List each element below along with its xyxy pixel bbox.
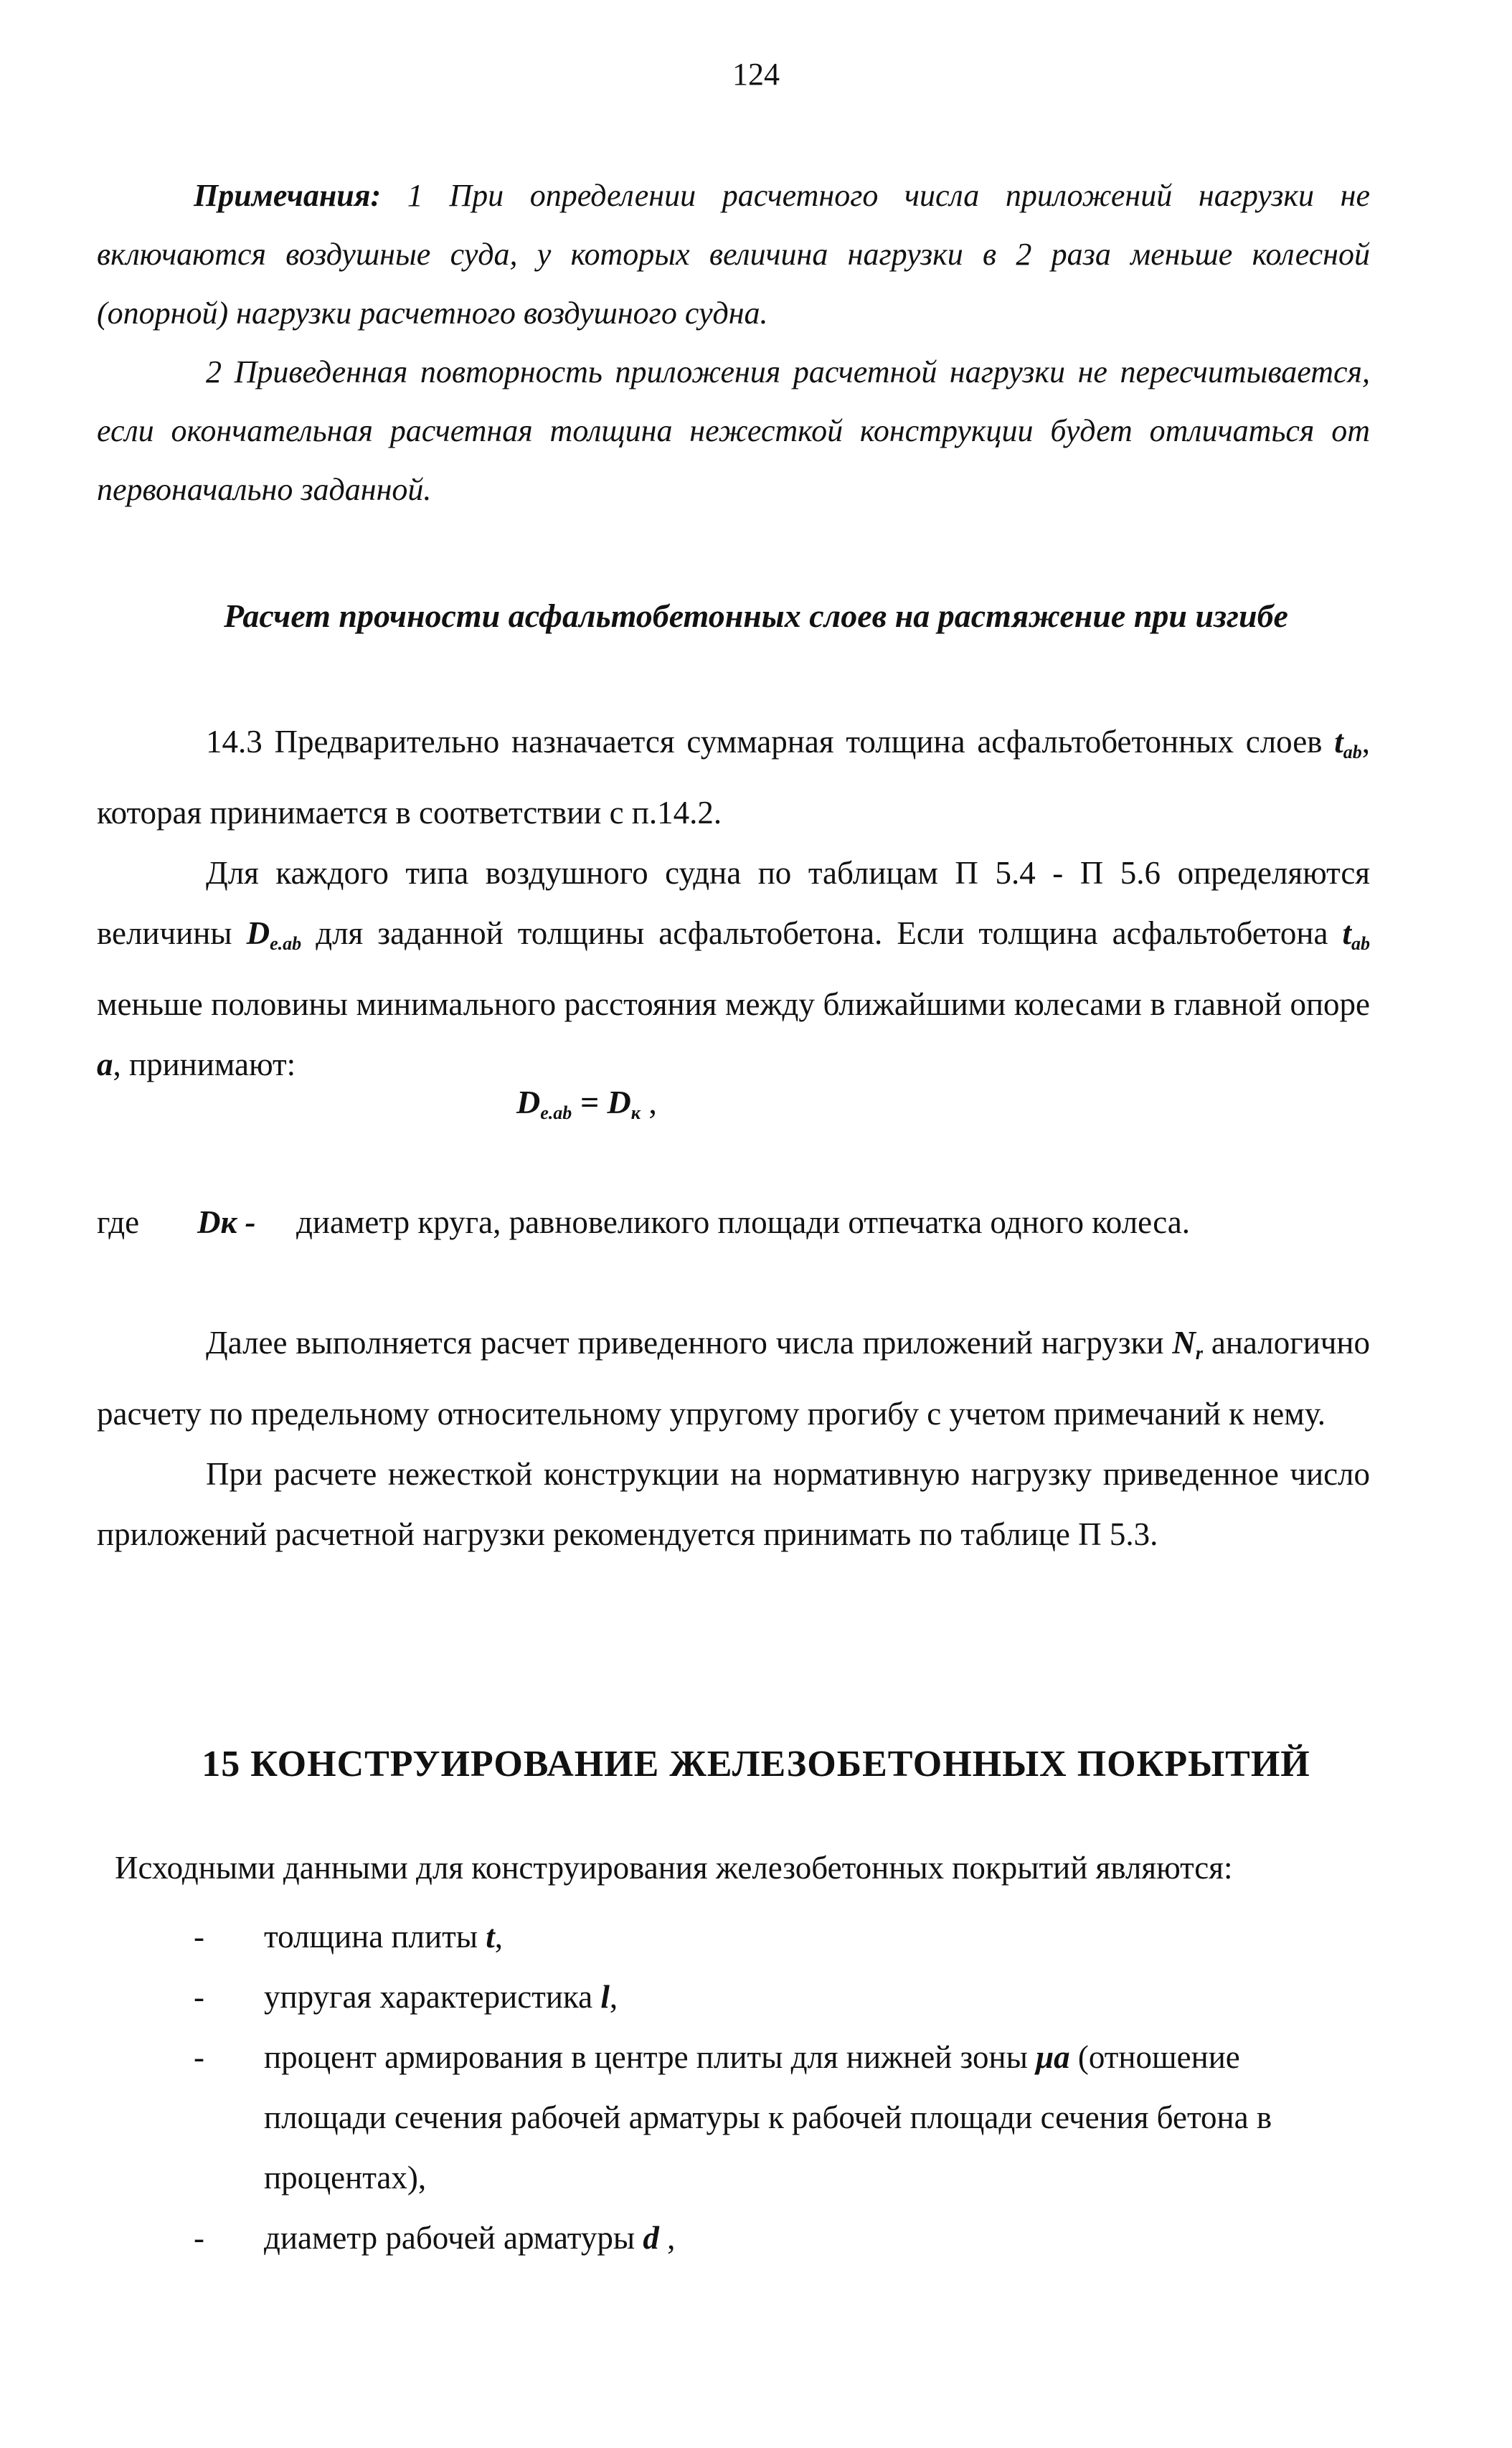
var-t-ab: $t_{ab}$: [1334, 724, 1362, 762]
var-a: a: [97, 1046, 113, 1082]
var-t-ab-2: $t_{ab}$: [1342, 915, 1370, 954]
list-item: - процент армирования в центре плиты для нижней зоны μа (отношение площади сечения рабочей арматуры к рабочей площади сечения бетона в процентах),: [194, 2039, 1272, 2196]
var-d-e-ab: $D_{e.ab}$: [246, 915, 302, 954]
list-item: - толщина плиты t,: [194, 1919, 504, 1955]
var-n-r: $N_r$: [1172, 1325, 1203, 1364]
page-number: 124: [732, 57, 780, 92]
section-title: 15 КОНСТРУИРОВАНИЕ ЖЕЛЕЗОБЕТОННЫХ ПОКРЫТИЙ: [202, 1744, 1310, 1785]
formula: $D_{e.ab} = D_к$ ,: [516, 1084, 657, 1123]
where-word: где: [97, 1204, 140, 1240]
paragraph-14-3: 14.3 Предварительно назначается суммарная толщина асфальтобетонных слоев $t_{ab}$, которая принимается в соответствии с п.14.2.: [97, 724, 1370, 831]
input-data-list: [194, 1906, 1370, 2268]
paragraph-normative-load: При расчете нежесткой конструкции на нормативную нагрузку приведенное число приложений расчетной нагрузки рекомендуется принимать по таблице П 5.3.: [97, 1456, 1370, 1552]
note-2: 2 Приведенная повторность приложения расчетной нагрузки не пересчитывается, если окончательная расчетная толщина нежесткой конструкции будет отличаться от первоначально заданной.: [97, 354, 1370, 507]
subsection-heading: Расчет прочности асфальтобетонных слоев на растяжение при изгибе: [224, 597, 1288, 634]
note-1: [97, 166, 1370, 343]
notes-block: [97, 166, 1370, 519]
where-text: диаметр круга, равновеликого площади отпечатка одного колеса.: [296, 1204, 1190, 1240]
list-item: - упругая характеристика l,: [194, 1979, 618, 2015]
where-symbol: Dк -: [197, 1204, 256, 1240]
list-item: - диаметр рабочей арматуры d ,: [194, 2220, 676, 2256]
paragraph-aircraft-types: Для каждого типа воздушного судна по таблицам П 5.4 - П 5.6 определяются величины $D_{e.ab}$ для заданной толщины асфальтобетона. Если толщина асфальтобетона $t_{ab}$ меньше половины минимального расстояния между ближайшими колесами в главной опоре a, принимают:: [97, 855, 1370, 1082]
body-block-1: [97, 712, 1370, 1095]
body-block-2: [97, 1313, 1370, 1564]
paragraph-reduced-number: Далее выполняется расчет приведенного числа приложений нагрузки $N_r$ аналогично расчету по предельному относительному упругому прогибу с учетом примечаний к нему.: [97, 1325, 1370, 1432]
note-1-text: 1 При определении расчетного числа приложений нагрузки не включаются воздушные суда, у которых величина нагрузки в 2 раза меньше колесной (опорной) нагрузки расчетного воздушного судна.: [97, 178, 1370, 331]
section-intro: Исходными данными для конструирования железобетонных покрытий являются:: [115, 1850, 1233, 1886]
notes-label: Примечания:: [194, 178, 382, 213]
